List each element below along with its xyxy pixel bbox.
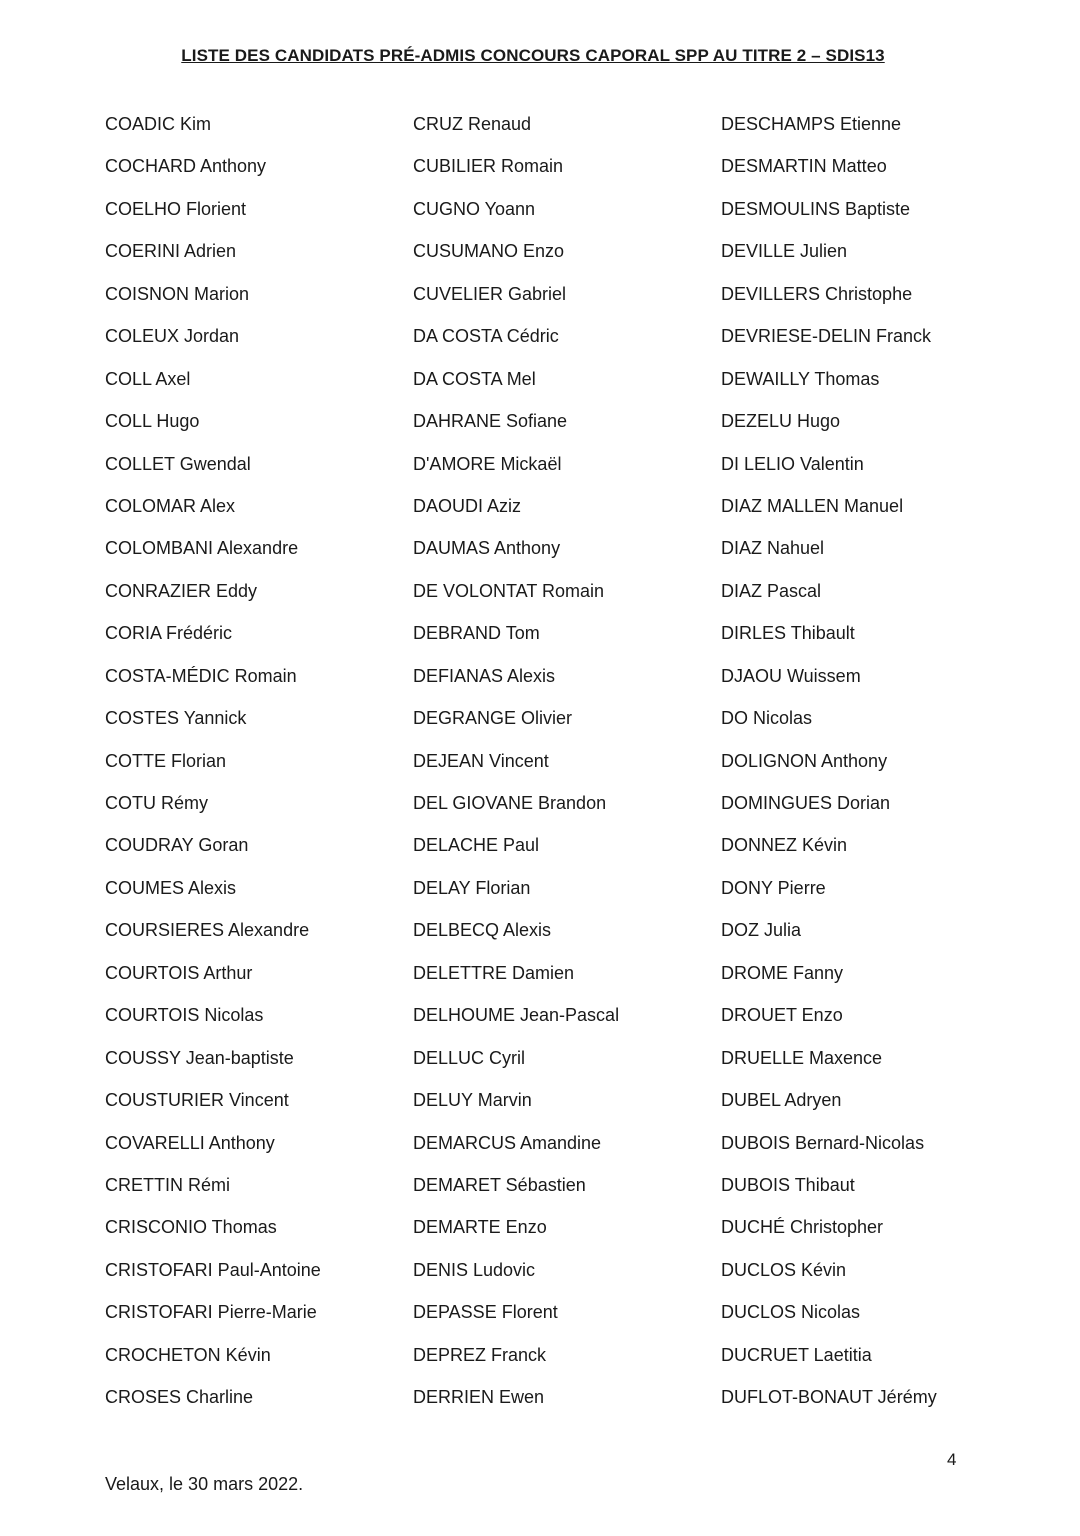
candidate-name: DIRLES Thibault — [721, 623, 855, 644]
candidate-name: DEJEAN Vincent — [413, 750, 549, 771]
candidate-name: DUCHÉ Christopher — [721, 1217, 884, 1238]
candidate-name: CORIA Frédéric — [105, 623, 233, 644]
name-column-2 — [413, 110, 619, 1426]
candidate-name: COUMES Alexis — [105, 877, 237, 898]
candidate-name: COADIC Kim — [105, 114, 212, 134]
candidate-name: CUGNO Yoann — [413, 198, 536, 219]
candidate-name: COLOMBANI Alexandre — [105, 538, 299, 559]
candidate-name: DE VOLONTAT Romain — [413, 580, 605, 601]
candidate-name: COCHARD Anthony — [105, 156, 267, 177]
candidate-name: DROME Fanny — [721, 962, 844, 983]
candidate-name: DEMARCUS Amandine — [413, 1132, 602, 1153]
candidate-name: DELLUC Cyril — [413, 1047, 526, 1068]
candidate-name: DELETTRE Damien — [413, 962, 575, 983]
candidate-name: DA COSTA Cédric — [413, 326, 559, 347]
candidate-name: DELACHE Paul — [413, 835, 540, 856]
candidate-name: COLEUX Jordan — [105, 326, 240, 347]
candidate-name: COVARELLI Anthony — [105, 1132, 275, 1153]
candidate-name: CRUZ Renaud — [413, 114, 532, 134]
candidate-name: CRISTOFARI Pierre-Marie — [105, 1302, 317, 1323]
candidate-name: DESMOULINS Baptiste — [721, 198, 911, 219]
candidate-name: DELHOUME Jean-Pascal — [413, 1005, 620, 1026]
candidate-name: COLOMAR Alex — [105, 495, 236, 516]
page-number: 4 — [947, 1450, 957, 1469]
name-column-3 — [721, 110, 937, 1426]
candidate-name: DUFLOT-BONAUT Jérémy — [721, 1387, 937, 1408]
candidate-name: COURTOIS Nicolas — [105, 1005, 264, 1026]
candidate-name: COLL Axel — [105, 368, 191, 389]
candidate-name: DAUMAS Anthony — [413, 538, 561, 559]
candidate-name: DEWAILLY Thomas — [721, 368, 880, 389]
candidate-name: DIAZ Nahuel — [721, 538, 825, 559]
candidate-name: COLL Hugo — [105, 411, 200, 432]
candidate-name: DIAZ MALLEN Manuel — [721, 495, 904, 516]
candidate-name: DUCRUET Laetitia — [721, 1344, 872, 1365]
candidate-name: DA COSTA Mel — [413, 368, 536, 389]
candidate-name: CRETTIN Rémi — [105, 1174, 230, 1195]
candidate-name: COSTES Yannick — [105, 708, 247, 729]
candidate-name: COURTOIS Arthur — [105, 962, 253, 983]
candidate-name: DUBEL Adryen — [721, 1090, 842, 1111]
candidate-name: COLLET Gwendal — [105, 453, 251, 474]
candidate-name: DUCLOS Nicolas — [721, 1302, 861, 1323]
candidate-name: DONY Pierre — [721, 877, 826, 898]
candidate-name: DUBOIS Thibaut — [721, 1174, 855, 1195]
candidate-name: DONNEZ Kévin — [721, 835, 848, 856]
footer-place-date: Velaux, le 30 mars 2022. — [105, 1474, 304, 1494]
candidate-name: CUVELIER Gabriel — [413, 283, 567, 304]
candidate-name: COUDRAY Goran — [105, 835, 249, 856]
candidate-name: COUSSY Jean-baptiste — [105, 1047, 294, 1068]
candidate-name: CUBILIER Romain — [413, 156, 564, 177]
candidate-name: DEGRANGE Olivier — [413, 708, 573, 729]
candidate-name: CONRAZIER Eddy — [105, 580, 258, 601]
candidate-name: DELAY Florian — [413, 877, 531, 898]
candidate-name: COTTE Florian — [105, 750, 227, 771]
candidate-name: CRISCONIO Thomas — [105, 1217, 277, 1238]
candidate-name: DJAOU Wuissem — [721, 665, 861, 686]
candidate-name: COUSTURIER Vincent — [105, 1090, 289, 1111]
candidate-name: DELBECQ Alexis — [413, 920, 552, 941]
name-column-1 — [105, 110, 321, 1426]
candidate-name: DEL GIOVANE Brandon — [413, 793, 607, 813]
candidate-name: DAHRANE Sofiane — [413, 411, 568, 432]
candidate-name: DUBOIS Bernard-Nicolas — [721, 1132, 925, 1153]
candidate-name: DEBRAND Tom — [413, 623, 540, 644]
candidate-name: CUSUMANO Enzo — [413, 241, 565, 262]
candidate-name: DAOUDI Aziz — [413, 495, 522, 516]
candidate-name: DESMARTIN Matteo — [721, 156, 887, 177]
candidate-name: DO Nicolas — [721, 708, 813, 729]
candidate-name: DOZ Julia — [721, 920, 802, 941]
candidate-name: COELHO Florient — [105, 198, 247, 219]
candidate-name: CRISTOFARI Paul-Antoine — [105, 1259, 321, 1280]
candidate-name: COSTA-MÉDIC Romain — [105, 665, 297, 686]
candidate-name: DEVILLE Julien — [721, 241, 848, 262]
candidate-name: DESCHAMPS Etienne — [721, 114, 902, 134]
candidate-name: DEMARTE Enzo — [413, 1217, 547, 1238]
candidate-name: COISNON Marion — [105, 283, 250, 304]
candidate-name: DEFIANAS Alexis — [413, 665, 556, 686]
candidate-name: DEPREZ Franck — [413, 1344, 547, 1365]
candidate-name: DI LELIO Valentin — [721, 453, 864, 474]
candidate-name: DEPASSE Florent — [413, 1302, 558, 1323]
candidate-name: CROCHETON Kévin — [105, 1344, 271, 1365]
candidate-name: D'AMORE Mickaël — [413, 453, 562, 474]
candidate-name: COTU Rémy — [105, 793, 208, 813]
candidate-name: DOLIGNON Anthony — [721, 750, 888, 771]
document-title: LISTE DES CANDIDATS PRÉ-ADMIS CONCOURS CAPORAL SPP AU TITRE 2 – SDIS13 — [181, 46, 885, 65]
candidate-name: COERINI Adrien — [105, 241, 237, 262]
candidate-name: DEZELU Hugo — [721, 411, 841, 432]
candidate-name: DUCLOS Kévin — [721, 1259, 847, 1280]
candidate-name: DIAZ Pascal — [721, 580, 822, 601]
candidate-name: DENIS Ludovic — [413, 1259, 536, 1280]
candidate-name: DRUELLE Maxence — [721, 1047, 883, 1068]
candidate-name: DEVRIESE-DELIN Franck — [721, 326, 932, 347]
candidate-name: DEVILLERS Christophe — [721, 283, 913, 304]
candidate-name: DERRIEN Ewen — [413, 1387, 545, 1408]
candidate-name: DEMARET Sébastien — [413, 1174, 586, 1195]
candidate-name: COURSIERES Alexandre — [105, 920, 310, 941]
candidate-name: DOMINGUES Dorian — [721, 793, 891, 813]
candidate-name: DROUET Enzo — [721, 1005, 843, 1026]
candidate-name: CROSES Charline — [105, 1387, 254, 1408]
candidate-name: DELUY Marvin — [413, 1090, 532, 1111]
